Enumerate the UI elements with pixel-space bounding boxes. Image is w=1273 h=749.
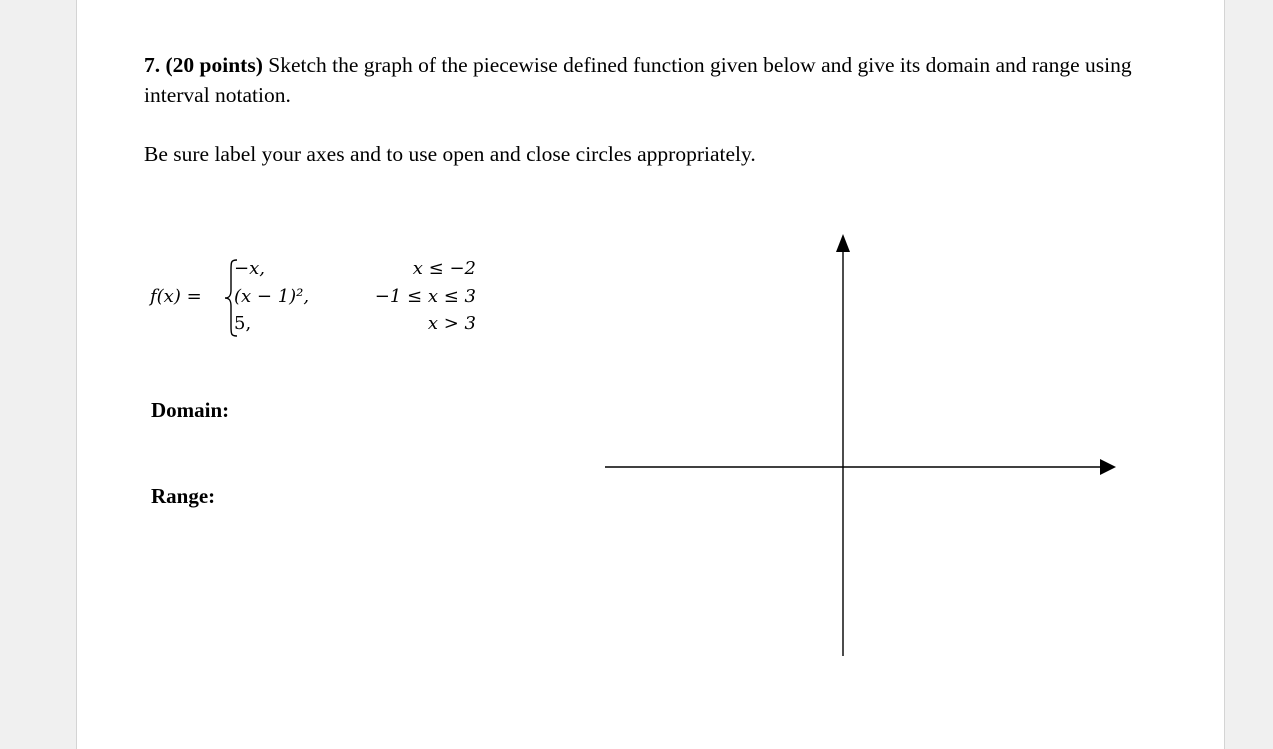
case-2-expression: (x − 1)², (234, 286, 310, 307)
question-points: (20 points) (165, 53, 263, 77)
y-axis-arrow (836, 234, 850, 252)
instruction-text: Be sure label your axes and to use open and close circles appropriately. (144, 142, 756, 166)
case-2-condition: −1 ≤ x ≤ 3 (374, 286, 476, 307)
question-number: 7. (144, 53, 161, 77)
case-3-expression: 5, (234, 313, 252, 334)
range-label: Range: (151, 484, 216, 508)
domain-label: Domain: (151, 398, 230, 422)
case-1-expression: −x, (234, 258, 265, 279)
question-body: Sketch the graph of the piecewise defined function given below and give its domain and range using interval notation. (144, 53, 1132, 107)
function-name: f(x) = (150, 286, 202, 307)
x-axis-arrow (1100, 459, 1116, 475)
case-1-condition: x ≤ −2 (412, 258, 476, 279)
case-3-condition: x > 3 (427, 313, 476, 334)
